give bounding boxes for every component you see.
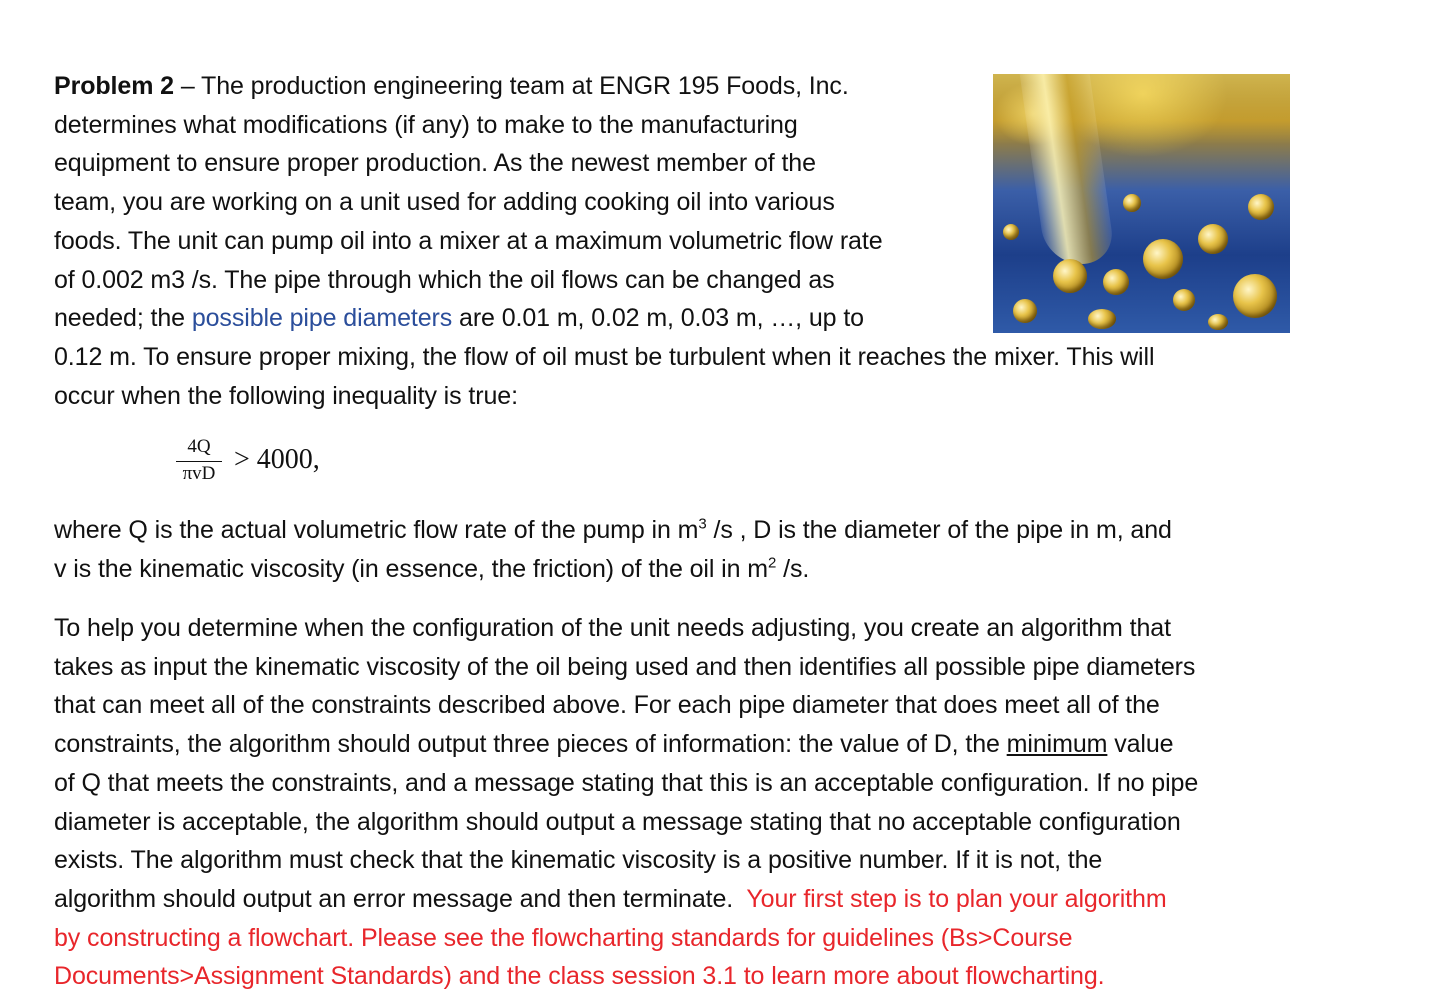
- definition-text: where Q is the actual volumetric flow rate of the pump in m: [54, 516, 699, 544]
- fraction-numerator: 4Q: [187, 436, 211, 457]
- definition-line: [54, 511, 1354, 550]
- task-line: exists. The algorithm must check that the kinematic viscosity is a positive number. If it is not, the: [54, 846, 1103, 875]
- instruction-highlight-line: by constructing a flowchart. Please see the flowcharting standards for guidelines (Bs>Course: [54, 923, 1073, 952]
- task-text: constraints, the algorithm should output three pieces of information: the value of D, the: [54, 730, 1007, 759]
- problem-text: – The production engineering team at ENGR 195 Foods, Inc.: [173, 72, 849, 100]
- problem-text: needed; the: [54, 304, 192, 333]
- fraction-denominator: πvD: [182, 463, 216, 484]
- task-text: algorithm should output an error message and then terminate.: [54, 884, 747, 913]
- problem-line: [54, 299, 1324, 338]
- problem-line: determines what modifications (if any) to make to the manufacturing: [54, 110, 798, 139]
- task-line: [54, 880, 1354, 919]
- instruction-highlight: Your first step is to plan your algorithm: [746, 884, 1167, 913]
- definition-text: /s.: [776, 554, 810, 583]
- problem-label: Problem 2: [54, 72, 174, 100]
- problem-line: 0.12 m. To ensure proper mixing, the flow of oil must be turbulent when it reaches the mixer. This will: [54, 342, 1155, 371]
- cube-exponent: 3: [698, 515, 707, 533]
- problem-intro-paragraph: [54, 67, 1324, 415]
- task-line: [54, 725, 1354, 764]
- problem-line: [54, 67, 1324, 106]
- problem-line: foods. The unit can pump oil into a mixer at a maximum volumetric flow rate: [54, 226, 883, 255]
- instruction-highlight-line: Documents>Assignment Standards) and the class session 3.1 to learn more about flowcharting.: [54, 962, 1105, 991]
- task-paragraph: [54, 609, 1354, 996]
- pipe-diameters-link-text: possible pipe diameters: [191, 304, 453, 333]
- task-line: of Q that meets the constraints, and a message stating that this is an acceptable configuration. If no pipe: [54, 768, 1199, 797]
- definition-text: /s , D is the diameter of the pipe in m, and: [706, 516, 1172, 544]
- square-exponent: 2: [768, 554, 777, 572]
- problem-text: are 0.01 m, 0.02 m, 0.03 m, …, up to: [452, 304, 864, 333]
- problem-line: equipment to ensure proper production. As the newest member of the: [54, 149, 816, 178]
- task-line: To help you determine when the configuration of the unit needs adjusting, you create an algorithm that: [54, 614, 1171, 642]
- task-line: diameter is acceptable, the algorithm should output a message stating that no acceptable configuration: [54, 807, 1181, 836]
- task-line: takes as input the kinematic viscosity of the oil being used and then identifies all possible pipe diameters: [54, 652, 1196, 681]
- problem-line: occur when the following inequality is true:: [54, 381, 518, 410]
- variable-definitions-paragraph: [54, 511, 1354, 588]
- task-line: that can meet all of the constraints described above. For each pipe diameter that does meet all of the: [54, 691, 1160, 720]
- definition-line: [54, 550, 1354, 589]
- fraction: [174, 434, 224, 486]
- inequality-rhs: > 4000,: [234, 444, 320, 475]
- problem-line: of 0.002 m3 /s. The pipe through which the oil flows can be changed as: [54, 265, 835, 294]
- task-text: value: [1107, 730, 1174, 759]
- minimum-emphasis: minimum: [1006, 730, 1108, 759]
- definition-text: v is the kinematic viscosity (in essence, the friction) of the oil in m: [54, 554, 769, 583]
- problem-line: team, you are working on a unit used for adding cooking oil into various: [54, 188, 835, 217]
